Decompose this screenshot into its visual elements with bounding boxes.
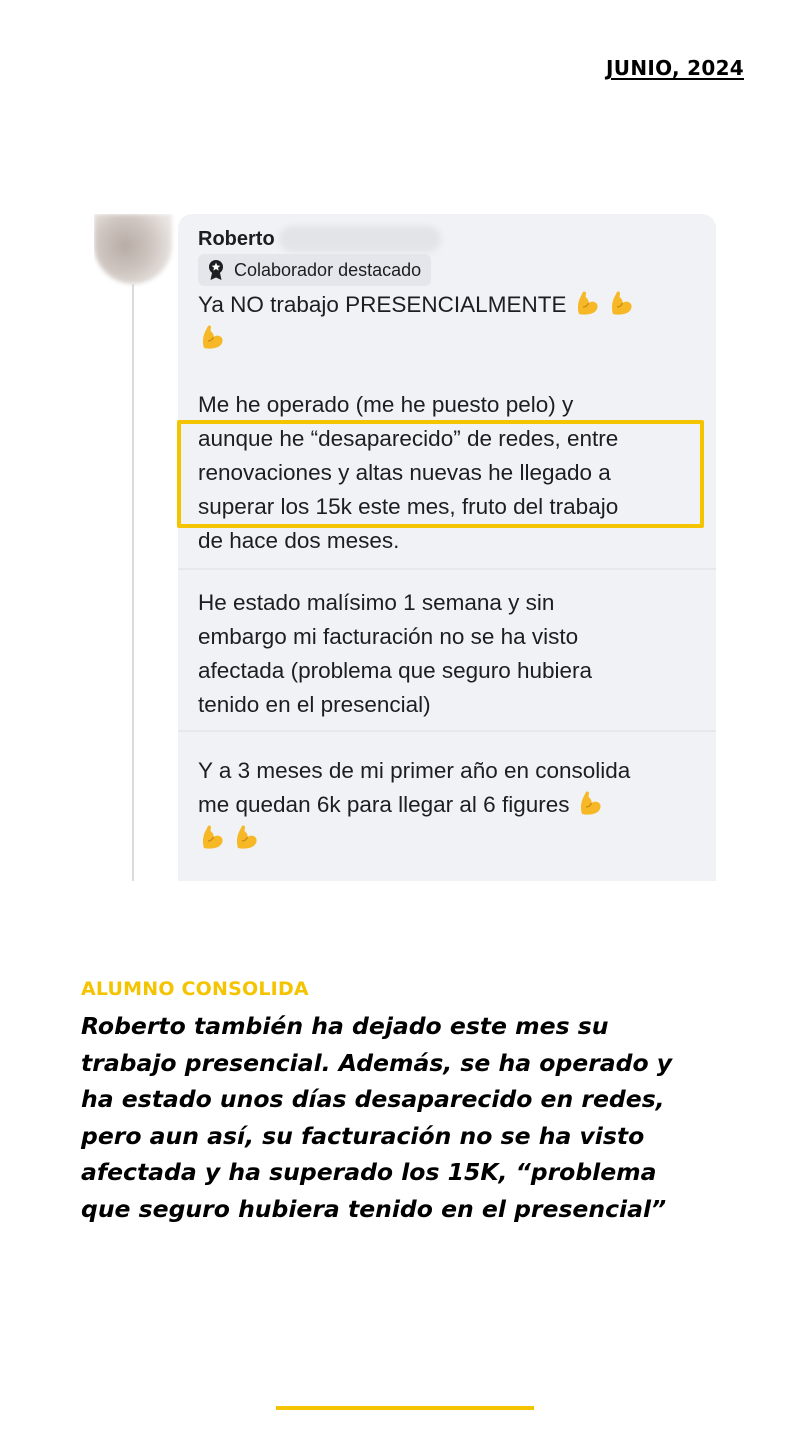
caption-line: afectada y ha superado los 15K, “problema xyxy=(81,1158,657,1186)
blurred-surname xyxy=(279,226,441,252)
accent-divider xyxy=(276,1406,534,1410)
comment-paragraph-4 xyxy=(198,754,708,856)
comment-screenshot xyxy=(94,214,716,881)
flexed-biceps-icon xyxy=(198,823,226,851)
paragraph-line: tenido en el presencial) xyxy=(198,692,431,717)
caption-line: que seguro hubiera tenido en el presencial” xyxy=(81,1194,667,1223)
caption-line: Roberto también ha dejado este mes su xyxy=(81,1012,609,1040)
top-contributor-badge xyxy=(198,254,431,286)
paragraph-line: Y a 3 meses de mi primer año en consolida xyxy=(198,758,631,783)
comment-paragraph-3 xyxy=(198,586,708,722)
paragraph-text: me quedan 6k para llegar al 6 figures xyxy=(198,792,570,817)
author-name[interactable]: Roberto xyxy=(198,227,275,250)
section-eyebrow: ALUMNO CONSOLIDA xyxy=(81,978,309,1000)
emoji-line xyxy=(198,822,708,856)
thread-line xyxy=(132,284,134,881)
caption-line: pero aun así, su facturación no se ha visto xyxy=(81,1121,645,1150)
paragraph-line: aunque he “desaparecido” de redes, entre xyxy=(198,426,619,451)
flexed-biceps-icon xyxy=(573,289,601,317)
flexed-biceps-icon xyxy=(232,823,260,851)
paragraph-line: superar los 15k este mes, fruto del trabajo xyxy=(198,494,619,519)
badge-label: Colaborador destacado xyxy=(234,259,422,280)
paragraph-line: afectada (problema que seguro hubiera xyxy=(198,658,593,683)
comment-paragraph-2 xyxy=(198,388,708,558)
comment-bubble xyxy=(178,568,716,730)
flexed-biceps-icon xyxy=(576,789,604,817)
paragraph-line: He estado malísimo 1 semana y sin xyxy=(198,590,555,615)
comment-paragraph-1 xyxy=(198,288,708,356)
flexed-biceps-icon xyxy=(198,323,226,351)
avatar xyxy=(94,214,172,284)
paragraph-line: de hace dos meses. xyxy=(198,528,400,553)
paragraph-line: renovaciones y altas nuevas he llegado a xyxy=(198,460,611,485)
caption-quote xyxy=(81,1008,731,1227)
caption-line: ha estado unos días desaparecido en redes, xyxy=(81,1085,665,1113)
paragraph-line: embargo mi facturación no se ha visto xyxy=(198,624,579,649)
author-row xyxy=(198,226,441,252)
paragraph-text: Ya NO trabajo PRESENCIALMENTE xyxy=(198,292,567,317)
comment-bubble xyxy=(178,730,716,881)
comment-bubble xyxy=(178,214,716,568)
caption-line: trabajo presencial. Además, se ha operado y xyxy=(81,1048,673,1077)
paragraph-line: Me he operado (me he puesto pelo) y xyxy=(198,392,574,417)
award-ribbon-icon xyxy=(206,259,226,281)
paragraph-line xyxy=(198,788,708,822)
flexed-biceps-icon xyxy=(607,289,635,317)
date-label: JUNIO, 2024 xyxy=(606,56,744,80)
